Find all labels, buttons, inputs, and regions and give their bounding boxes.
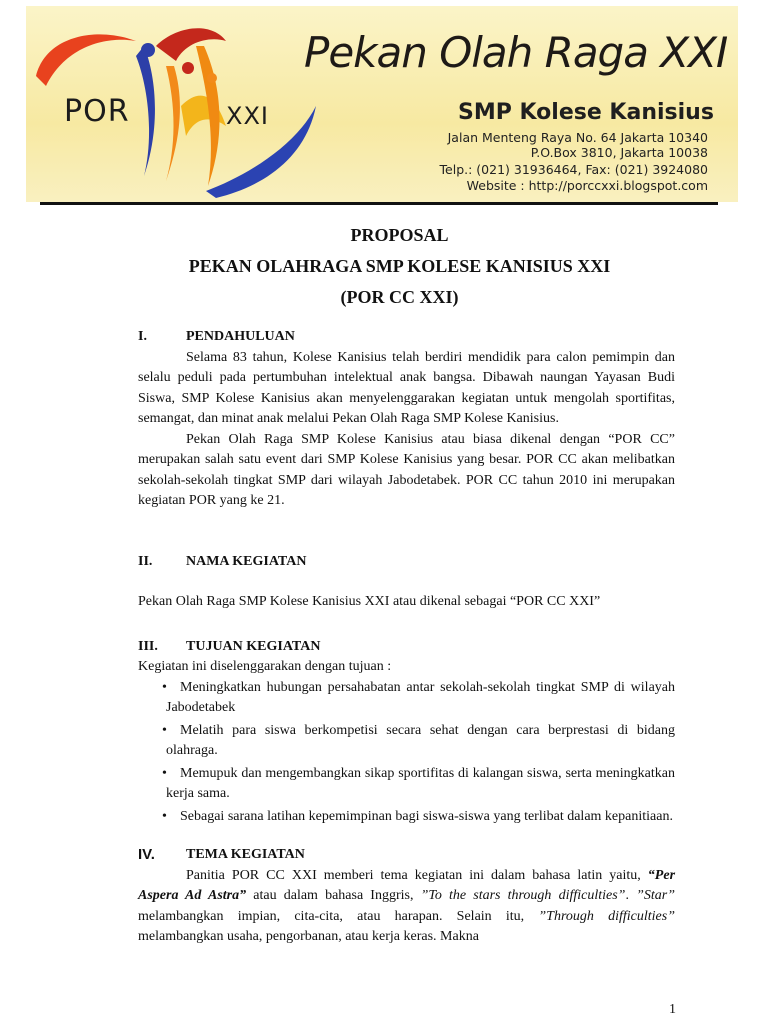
address-line: Jalan Menteng Raya No. 64 Jakarta 10340 — [447, 130, 708, 145]
list-item: • Meningkatkan hubungan persahabatan antar sekolah-sekolah tingkat SMP di wilayah Jabodetabek — [138, 678, 675, 719]
address-line: P.O.Box 3810, Jakarta 10038 — [530, 145, 708, 160]
paragraph: Kegiatan ini diselenggarakan dengan tujuan : — [138, 659, 392, 674]
page-number: 1 — [669, 1002, 676, 1017]
doc-title: PROPOSAL — [350, 225, 449, 245]
paragraph: Selama 83 tahun, Kolese Kanisius telah berdiri mendidik para calon pemimpin dan selalu peduli pada pertumbuhan intelektual anak bangsa. Dibawah naungan Yayasan Budi Siswa, SMP Kolese Kanisius akan menyelenggarakan kegiatan untuk mengolah sportifitas, semangat, dan minat anak melalui Pekan Olah Raga SMP Kolese Kanisius. — [138, 349, 675, 426]
header-divider — [40, 202, 718, 205]
paragraph: Pekan Olah Raga SMP Kolese Kanisius XXI atau dikenal sebagai “POR CC XXI” — [138, 594, 601, 609]
phone-line: Telp.: (021) 31936464, Fax: (021) 3924080 — [439, 162, 708, 177]
section-heading: III. TUJUAN KEGIATAN — [138, 638, 321, 654]
letterhead-banner — [26, 6, 738, 202]
section-heading: I. PENDAHULUAN — [138, 329, 295, 344]
doc-title: (POR CC XXI) — [340, 287, 459, 307]
website-line: Website : http://porccxxi.blogspot.com — [466, 178, 708, 193]
logo-por-text: POR — [64, 94, 130, 129]
list-item: • Memupuk dan mengembangkan sikap sportifitas di kalangan siswa, serta meningkatkan kerja sama. — [138, 764, 675, 805]
paragraph: Panitia POR CC XXI memberi tema kegiatan ini dalam bahasa latin yaitu, “Per Aspera Ad Astra” atau dalam bahasa Inggris, ”To the stars through difficulties”. ”Star” melambangkan impian, cita-cita, atau harapan. Selain itu, ”Through difficulties” melambangkan usaha, pengorbanan, atau kerja keras. Makna — [138, 867, 676, 944]
list-item: • Sebagai sarana latihan kepemimpinan bagi siswa-siswa yang terlibat dalam kepanitiaan. — [138, 807, 675, 828]
paragraph: Pekan Olah Raga SMP Kolese Kanisius atau biasa dikenal dengan “POR CC” merupakan salah satu event dari SMP Kolese Kanisius yang besar. POR CC akan melibatkan sekolah-sekolah tingkat SMP dari wilayah Jabodetabek. POR CC tahun 2010 ini merupakan kegiatan POR yang ke 21. — [138, 431, 675, 508]
section-heading: II. NAMA KEGIATAN — [138, 553, 307, 569]
goal-list — [138, 678, 675, 828]
list-item: • Melatih para siswa berkompetisi secara sehat dengan cara berprestasi di bidang olahraga. — [138, 721, 675, 762]
event-headline: Pekan Olah Raga XXI — [304, 28, 728, 77]
logo-xxi-text: XXI — [226, 102, 269, 130]
school-name: SMP Kolese Kanisius — [458, 100, 714, 125]
section-heading: IV. TEMA KEGIATAN — [138, 846, 305, 863]
doc-title: PEKAN OLAHRAGA SMP KOLESE KANISIUS XXI — [188, 256, 611, 276]
document-body — [138, 220, 675, 948]
